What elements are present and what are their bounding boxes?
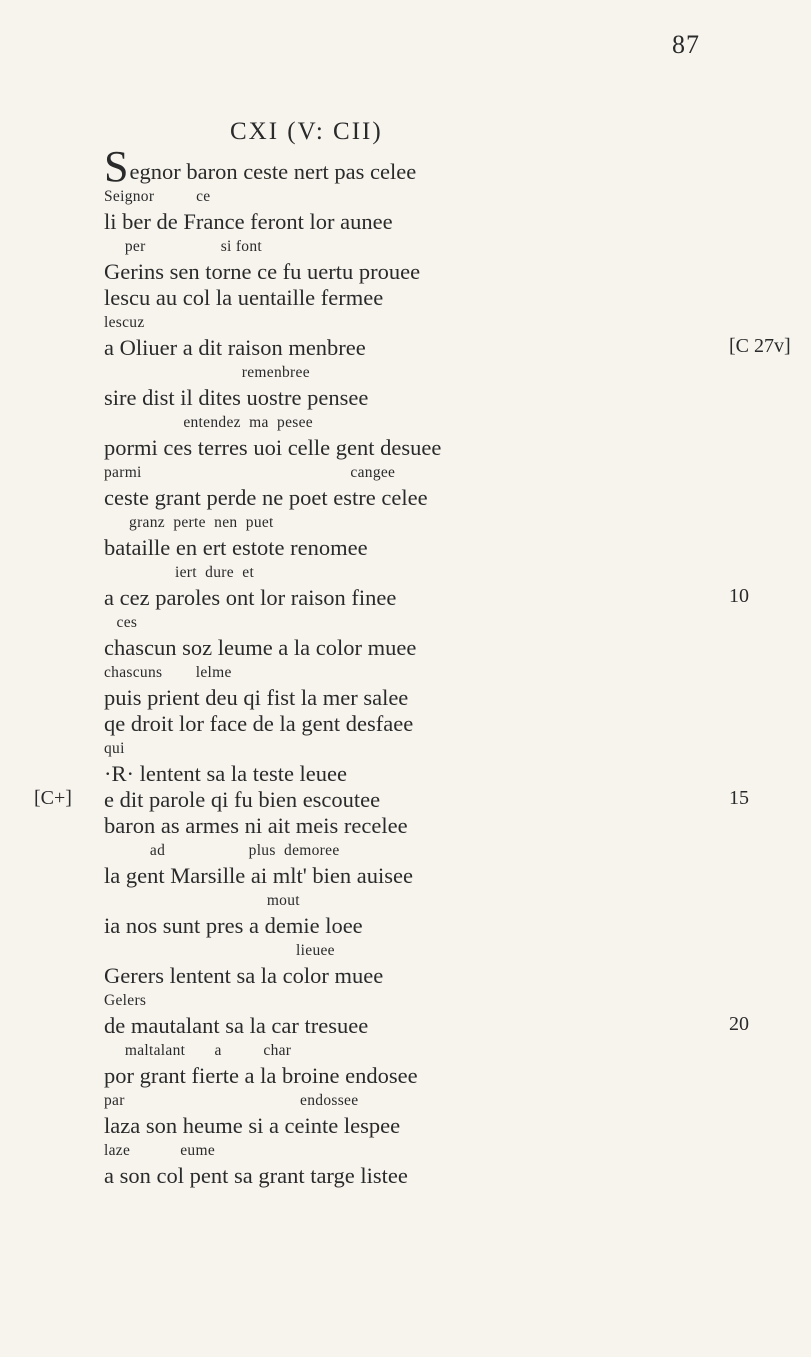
initial-letter: S	[104, 142, 129, 191]
verse-text	[104, 913, 744, 939]
verse-main-text: sire dist il dites uostre pensee	[104, 385, 369, 410]
verse-text	[104, 535, 744, 561]
verse-main-text: bataille en ert estote renomee	[104, 535, 368, 560]
variant-reading: granz perte nen puet	[104, 514, 274, 531]
page-number: 87	[672, 30, 700, 59]
verse-text	[104, 1063, 744, 1089]
verse-line	[104, 209, 744, 259]
verse-text	[104, 813, 744, 839]
variant-reading: ad plus demoree	[104, 842, 340, 859]
verse-line	[104, 142, 744, 209]
verse-text	[104, 142, 744, 191]
verse-text	[104, 635, 744, 661]
verse-main-text: la gent Marsille ai mlt' bien auisee	[104, 863, 413, 888]
verse-main-text: li ber de France feront lor aunee	[104, 209, 393, 234]
verse-line	[104, 635, 744, 685]
verse-line	[104, 913, 744, 963]
verse-main-text: a son col pent sa grant targe listee	[104, 1163, 408, 1188]
verse-line	[104, 335, 791, 385]
variant-reading: qui	[104, 740, 125, 757]
verse-text	[104, 761, 744, 787]
verse-line	[104, 1063, 744, 1113]
section-heading: CXI (V: CII)	[230, 118, 383, 145]
variant-reading: entendez ma pesee	[104, 414, 313, 431]
verse-main-text: chascun soz leume a la color muee	[104, 635, 417, 660]
variant-reading: per si font	[104, 238, 262, 255]
variant-reading: par endossee	[104, 1092, 359, 1109]
verse-main-text: a cez paroles ont lor raison finee	[104, 585, 397, 610]
variant-reading: maltalant a char	[104, 1042, 292, 1059]
margin-reference: 10	[729, 585, 749, 607]
margin-siglum: [C+]	[34, 787, 72, 809]
variant-reading: chascuns lelme	[104, 664, 232, 681]
verse-main-text: de mautalant sa la car tresuee	[104, 1013, 369, 1038]
verse-text	[104, 711, 744, 737]
verse-main-text: pormi ces terres uoi celle gent desuee	[104, 435, 442, 460]
verse-text	[104, 1163, 744, 1189]
verse-text	[104, 963, 744, 989]
verse-line	[104, 285, 744, 335]
verse-line	[104, 1013, 749, 1063]
verse-main-text: ia nos sunt pres a demie loee	[104, 913, 363, 938]
variant-reading: remenbree	[104, 364, 310, 381]
verse-text	[104, 209, 744, 235]
verse-text	[104, 863, 744, 889]
variant-reading: Gelers	[104, 992, 147, 1009]
verse-text	[104, 385, 744, 411]
verse-main-text: Gerins sen torne ce fu uertu prouee	[104, 259, 421, 284]
verse-main-text: Gerers lentent sa la color muee	[104, 963, 384, 988]
verse-line	[104, 535, 744, 585]
verse-line	[104, 585, 749, 635]
verse-main-text: baron as armes ni ait meis recelee	[104, 813, 408, 838]
verse-main-text: qe droit lor face de la gent desfaee	[104, 711, 414, 736]
verse-main-text: lescu au col la uentaille fermee	[104, 285, 384, 310]
verse-line	[104, 435, 744, 485]
verse-main-text: egnor baron ceste nert pas celee	[129, 159, 417, 184]
verse-main-text: ·R· lentent sa la teste leuee	[104, 761, 348, 786]
margin-reference: [C 27v]	[729, 335, 791, 357]
variant-reading: laze eume	[104, 1142, 216, 1159]
verse-text	[104, 685, 744, 711]
variant-reading: parmi cangee	[104, 464, 396, 481]
variant-reading: Seignor ce	[104, 188, 211, 205]
verse-line	[104, 711, 744, 761]
verse-line	[104, 259, 744, 285]
verse-line	[104, 1163, 744, 1189]
verse-line	[104, 1113, 744, 1163]
verse-line	[104, 485, 744, 535]
verse-line	[104, 813, 744, 863]
verse-main-text: por grant fierte a la broine endosee	[104, 1063, 418, 1088]
verse-text	[104, 259, 744, 285]
margin-reference: 20	[729, 1013, 749, 1035]
verse-main-text: puis prient deu qi fist la mer salee	[104, 685, 409, 710]
verse-text	[104, 1113, 744, 1139]
verse-text	[104, 285, 744, 311]
verse-main-text: e dit parole qi fu bien escoutee	[104, 787, 381, 812]
verse-text	[104, 787, 744, 813]
verse-text	[104, 585, 744, 611]
verse-text	[104, 435, 744, 461]
verse-line	[34, 787, 749, 813]
verse-text	[104, 1013, 744, 1039]
poem-text	[34, 142, 791, 1189]
verse-main-text: a Oliuer a dit raison menbree	[104, 335, 366, 360]
variant-reading: ces	[104, 614, 138, 631]
verse-text	[104, 335, 744, 361]
verse-main-text: laza son heume si a ceinte lespee	[104, 1113, 401, 1138]
margin-reference: 15	[729, 787, 749, 809]
verse-line	[104, 385, 744, 435]
verse-line	[104, 963, 744, 1013]
variant-reading: mout	[104, 892, 300, 909]
verse-line	[104, 761, 744, 787]
variant-reading: iert dure et	[104, 564, 255, 581]
verse-main-text: ceste grant perde ne poet estre celee	[104, 485, 428, 510]
verse-text	[104, 485, 744, 511]
verse-line	[104, 685, 744, 711]
variant-reading: lescuz	[104, 314, 145, 331]
variant-reading: lieuee	[104, 942, 335, 959]
verse-line	[104, 863, 744, 913]
